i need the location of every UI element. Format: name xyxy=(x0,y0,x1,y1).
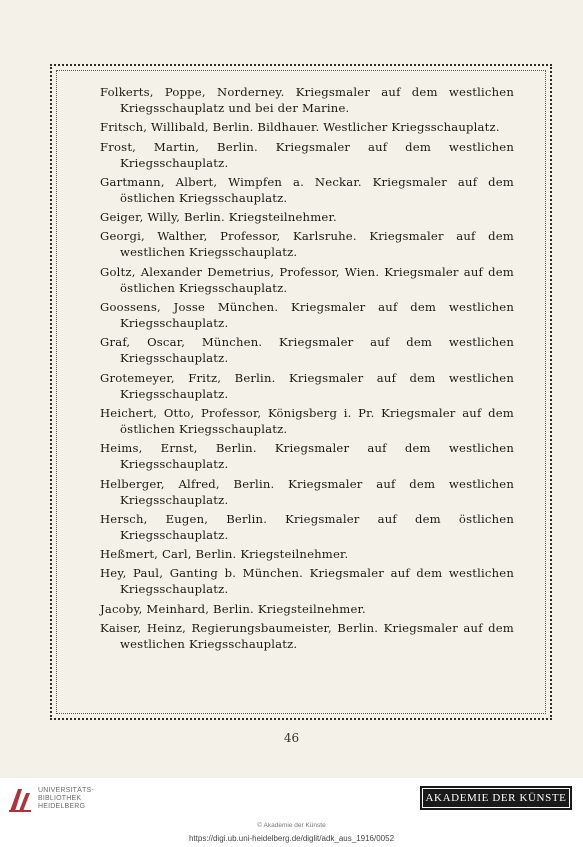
artist-entry: Goossens, Josse München. Kriegsmaler auf dem westlichen Kriegsschauplatz. xyxy=(100,300,514,331)
artist-entry: Frost, Martin, Berlin. Kriegsmaler auf dem westlichen Kriegsschauplatz. xyxy=(100,139,514,170)
partner-logo-akademie[interactable] xyxy=(420,786,572,810)
library-logo-icon xyxy=(6,785,34,813)
library-name-line: BIBLIOTHEK xyxy=(38,795,82,802)
library-logo[interactable] xyxy=(6,782,94,816)
artist-entry: Heßmert, Carl, Berlin. Kriegsteilnehmer. xyxy=(100,547,349,562)
artist-entry: Hersch, Eugen, Berlin. Kriegsmaler auf dem östlichen Kriegsschauplatz. xyxy=(100,511,514,542)
copyright-credit: © Akademie der Künste xyxy=(257,822,326,829)
artist-entry: Jacoby, Meinhard, Berlin. Kriegsteilnehmer. xyxy=(100,601,366,616)
artist-entry: Hey, Paul, Ganting b. München. Kriegsmaler auf dem westlichen Kriegsschauplatz. xyxy=(100,566,514,597)
library-name-line: UNIVERSITÄTS- xyxy=(38,787,94,794)
artist-entry: Fritsch, Willibald, Berlin. Bildhauer. Westlicher Kriegsschauplatz. xyxy=(100,120,500,135)
artist-entry: Heims, Ernst, Berlin. Kriegsmaler auf dem westlichen Kriegsschauplatz. xyxy=(100,441,514,472)
artist-entry: Gartmann, Albert, Wimpfen a. Neckar. Kriegsmaler auf dem östlichen Kriegsschauplatz. xyxy=(100,174,514,205)
artist-entry: Georgi, Walther, Professor, Karlsruhe. Kriegsmaler auf dem westlichen Kriegsschauplatz. xyxy=(100,229,514,260)
page-number: 46 xyxy=(283,731,300,745)
artist-entry: Heichert, Otto, Professor, Königsberg i. Pr. Kriegsmaler auf dem östlichen Kriegsschauplatz. xyxy=(100,405,514,436)
artist-entry: Helberger, Alfred, Berlin. Kriegsmaler auf dem westlichen Kriegsschauplatz. xyxy=(100,476,514,507)
artist-entry: Grotemeyer, Fritz, Berlin. Kriegsmaler auf dem westlichen Kriegsschauplatz. xyxy=(100,370,514,401)
permalink-url[interactable]: https://digi.ub.uni-heidelberg.de/diglit/adk_aus_1916/0052 xyxy=(188,834,395,843)
partner-logo-text: AKADEMIE DER KÜNSTE xyxy=(422,788,570,808)
artist-entry: Folkerts, Poppe, Norderney. Kriegsmaler auf dem westlichen Kriegsschauplatz und bei der Marine. xyxy=(100,85,514,115)
library-name-line: HEIDELBERG xyxy=(38,803,86,810)
artist-entry: Kaiser, Heinz, Regierungsbaumeister, Berlin. Kriegsmaler auf dem westlichen Kriegsschauplatz. xyxy=(100,621,514,652)
artist-entry: Graf, Oscar, München. Kriegsmaler auf dem westlichen Kriegsschauplatz. xyxy=(100,335,514,366)
artist-entry-list xyxy=(100,84,514,655)
library-name xyxy=(38,787,94,811)
artist-entry: Goltz, Alexander Demetrius, Professor, Wien. Kriegsmaler auf dem östlichen Kriegsschauplatz. xyxy=(100,264,514,295)
artist-entry: Geiger, Willy, Berlin. Kriegsteilnehmer. xyxy=(100,210,337,225)
